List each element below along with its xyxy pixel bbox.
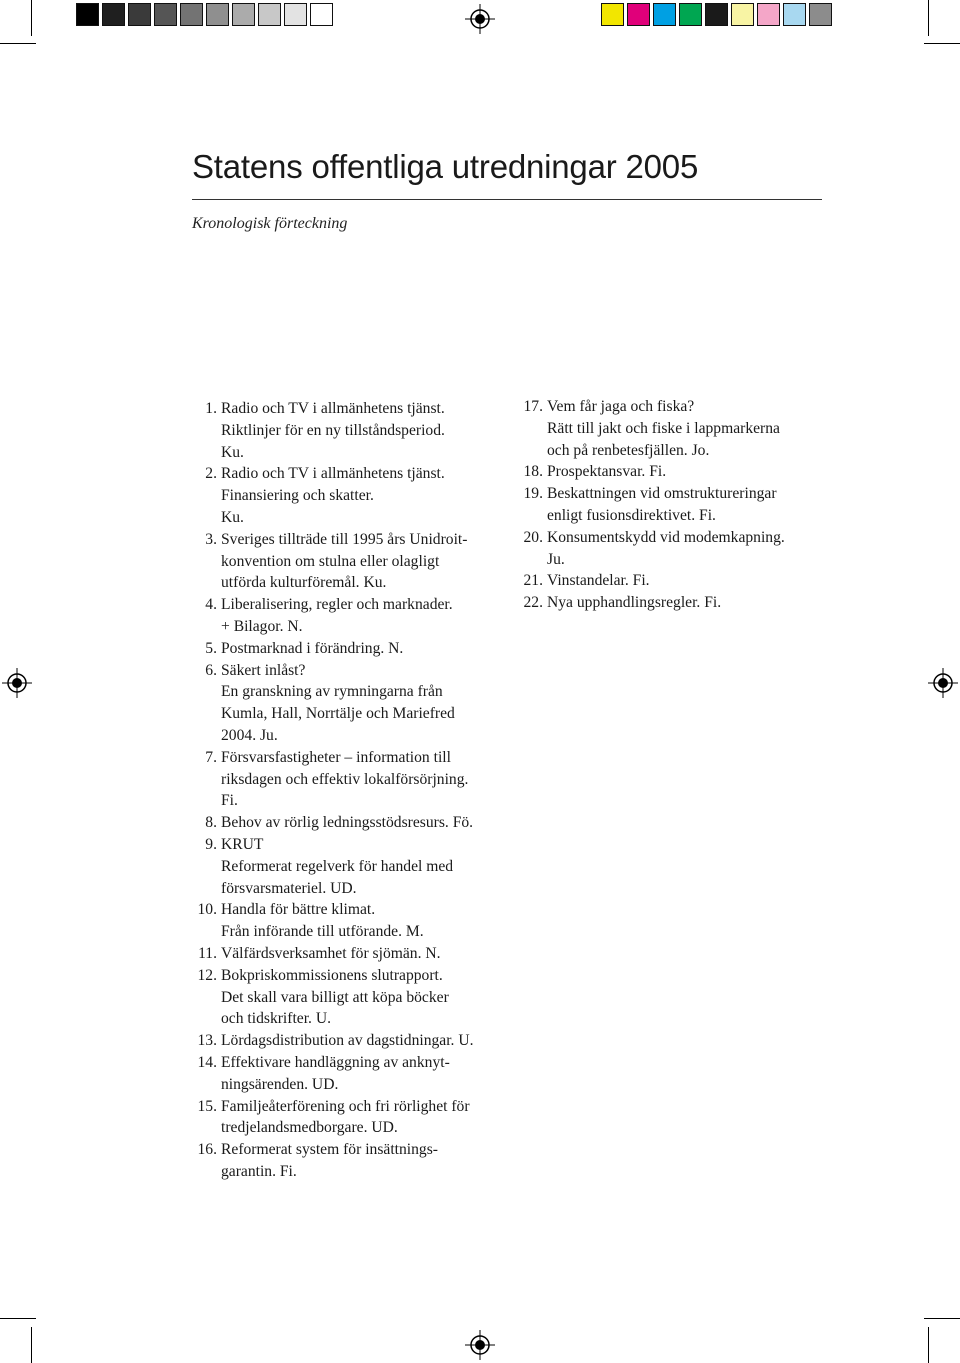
- gray-swatch: [232, 3, 255, 26]
- gray-swatch: [258, 3, 281, 26]
- report-entry: [192, 1139, 512, 1183]
- report-title-line: Prospektansvar. Fi.: [547, 463, 667, 481]
- report-number: 21.: [523, 572, 543, 590]
- crosshair-target-icon: [2, 668, 32, 698]
- report-title-line: Rätt till jakt och fiske i lappmarkerna: [547, 419, 780, 437]
- report-title-line: Försvarsfastigheter – information till: [221, 748, 451, 766]
- gray-swatch: [206, 3, 229, 26]
- report-entry: [192, 1096, 512, 1140]
- report-number: 10.: [197, 901, 217, 919]
- gray-swatch: [128, 3, 151, 26]
- report-title-line: och tidskrifter. U.: [221, 1010, 332, 1028]
- report-title-line: försvarsmateriel. UD.: [221, 879, 357, 897]
- report-number: 11.: [198, 944, 217, 962]
- report-title-line: Från införande till utförande. M.: [221, 923, 424, 941]
- report-title-line: Radio och TV i allmänhetens tjänst.: [221, 465, 445, 483]
- report-title-line: Kumla, Hall, Norrtälje och Mariefred: [221, 705, 455, 723]
- report-title-line: Lördagsdistribution av dagstidningar. U.: [221, 1032, 474, 1050]
- report-title-line: Vinstandelar. Fi.: [547, 572, 650, 590]
- report-title-line: Ku.: [221, 508, 244, 526]
- report-entry: [516, 461, 826, 483]
- report-entry: [192, 965, 512, 1030]
- report-number: 20.: [523, 528, 543, 546]
- report-list-right-column: [516, 396, 826, 614]
- report-entry: [516, 570, 826, 592]
- crosshair-target-icon: [465, 4, 495, 34]
- report-title-line: och på renbetesfjällen. Jo.: [547, 441, 710, 459]
- report-list-left-column: [192, 398, 512, 1183]
- gray-swatch: [102, 3, 125, 26]
- color-swatch: [783, 3, 806, 26]
- crop-mark-br-v: [928, 1327, 929, 1363]
- report-entry: [192, 1030, 512, 1052]
- report-number: 15.: [197, 1097, 217, 1115]
- report-title-line: Riktlinjer för en ny tillståndsperiod.: [221, 421, 445, 439]
- report-entry: [192, 812, 512, 834]
- registration-mark-bottom: [465, 1330, 495, 1360]
- crop-mark-bl-h: [0, 1318, 36, 1319]
- report-title-line: Familjeåterförening och fri rörlighet för: [221, 1097, 470, 1115]
- report-title-line: Nya upphandlingsregler. Fi.: [547, 594, 722, 612]
- page-subtitle: Kronologisk förteckning: [192, 215, 348, 232]
- report-number: 16.: [197, 1141, 217, 1159]
- report-number: 7.: [205, 748, 217, 766]
- report-number: 19.: [523, 485, 543, 503]
- report-entry: [516, 396, 826, 461]
- gray-swatch: [76, 3, 99, 26]
- report-number: 4.: [205, 596, 217, 614]
- report-number: 14.: [197, 1053, 217, 1071]
- grayscale-color-bar: [76, 0, 358, 30]
- report-entry: [516, 592, 826, 614]
- crop-mark-br-h: [924, 1318, 960, 1319]
- report-number: 3.: [205, 530, 217, 548]
- report-title-line: ningsärenden. UD.: [221, 1075, 339, 1093]
- report-title-line: Säkert inlåst?: [221, 661, 306, 679]
- color-swatch: [653, 3, 676, 26]
- registration-mark-left: [2, 668, 32, 698]
- crop-mark-tl-v: [31, 0, 32, 36]
- report-number: 5.: [205, 639, 217, 657]
- report-entry: [192, 529, 512, 594]
- report-title-line: Liberalisering, regler och marknader.: [221, 596, 453, 614]
- registration-mark-top: [465, 4, 495, 34]
- report-title-line: Behov av rörlig ledningsstödsresurs. Fö.: [221, 814, 474, 832]
- gray-swatch: [284, 3, 307, 26]
- color-swatch: [627, 3, 650, 26]
- report-title-line: garantin. Fi.: [221, 1162, 297, 1180]
- color-swatch: [809, 3, 832, 26]
- color-swatch: [731, 3, 754, 26]
- report-number: 12.: [197, 966, 217, 984]
- report-number: 8.: [205, 814, 217, 832]
- report-entry: [192, 899, 512, 943]
- report-title-line: Det skall vara billigt att köpa böcker: [221, 988, 449, 1006]
- crop-mark-tl-h: [0, 43, 36, 44]
- report-number: 13.: [197, 1032, 217, 1050]
- report-title-line: riksdagen och effektiv lokalförsörjning.: [221, 770, 469, 788]
- gray-swatch: [154, 3, 177, 26]
- report-title-line: Sveriges tillträde till 1995 års Unidroit-: [221, 530, 468, 548]
- report-title-line: Fi.: [221, 792, 238, 810]
- color-swatch: [757, 3, 780, 26]
- report-title-line: Reformerat system för insättnings-: [221, 1141, 438, 1159]
- report-entry: [192, 943, 512, 965]
- report-title-line: + Bilagor. N.: [221, 617, 303, 635]
- crop-mark-tr-v: [928, 0, 929, 36]
- report-entry: [192, 594, 512, 638]
- registration-mark-right: [928, 668, 958, 698]
- report-number: 1.: [205, 400, 217, 417]
- color-swatch: [601, 3, 624, 26]
- report-title-line: En granskning av rymningarna från: [221, 683, 443, 701]
- report-title-line: Finansiering och skatter.: [221, 487, 374, 505]
- report-title-line: Välfärdsverksamhet för sjömän. N.: [221, 944, 441, 962]
- report-title-line: Radio och TV i allmänhetens tjänst.: [221, 400, 445, 417]
- report-title-line: 2004. Ju.: [221, 726, 278, 744]
- report-entry: [192, 638, 512, 660]
- gray-swatch: [180, 3, 203, 26]
- report-entry: [192, 747, 512, 812]
- report-title-line: Vem får jaga och fiska?: [547, 398, 695, 415]
- report-title-line: tredjelandsmedborgare. UD.: [221, 1119, 398, 1137]
- page-title: Statens offentliga utredningar 2005: [192, 148, 699, 185]
- report-number: 17.: [523, 398, 543, 415]
- report-title-line: Ju.: [547, 550, 565, 568]
- report-title-line: Effektivare handläggning av anknyt-: [221, 1053, 450, 1071]
- report-title-line: KRUT: [221, 835, 264, 853]
- color-swatch: [705, 3, 728, 26]
- crosshair-target-icon: [928, 668, 958, 698]
- crop-mark-tr-h: [924, 43, 960, 44]
- report-title-line: Beskattningen vid omstruktureringar: [547, 485, 777, 503]
- process-color-bar: [601, 0, 883, 30]
- crop-mark-bl-v: [31, 1327, 32, 1363]
- report-entry: [192, 834, 512, 899]
- title-rule: [192, 199, 822, 200]
- report-entry: [192, 660, 512, 747]
- report-entry: [192, 398, 512, 463]
- report-title-line: Konsumentskydd vid modemkapning.: [547, 528, 785, 546]
- report-number: 9.: [205, 835, 217, 853]
- report-number: 18.: [523, 463, 543, 481]
- report-title-line: Ku.: [221, 443, 244, 461]
- report-title-line: Bokpriskommissionens slutrapport.: [221, 966, 443, 984]
- report-title-line: Postmarknad i förändring. N.: [221, 639, 404, 657]
- gray-swatch: [310, 3, 333, 26]
- crosshair-target-icon: [465, 1330, 495, 1360]
- report-title-line: konvention om stulna eller olagligt: [221, 552, 440, 570]
- report-entry: [192, 1052, 512, 1096]
- report-entry: [516, 483, 826, 527]
- report-title-line: enligt fusionsdirektivet. Fi.: [547, 506, 716, 524]
- color-swatch: [679, 3, 702, 26]
- report-number: 2.: [205, 465, 217, 483]
- report-entry: [516, 527, 826, 571]
- report-entry: [192, 463, 512, 528]
- report-number: 6.: [205, 661, 217, 679]
- report-title-line: utförda kulturföremål. Ku.: [221, 574, 387, 592]
- report-title-line: Handla för bättre klimat.: [221, 901, 376, 919]
- report-number: 22.: [523, 594, 543, 612]
- report-title-line: Reformerat regelverk för handel med: [221, 857, 454, 875]
